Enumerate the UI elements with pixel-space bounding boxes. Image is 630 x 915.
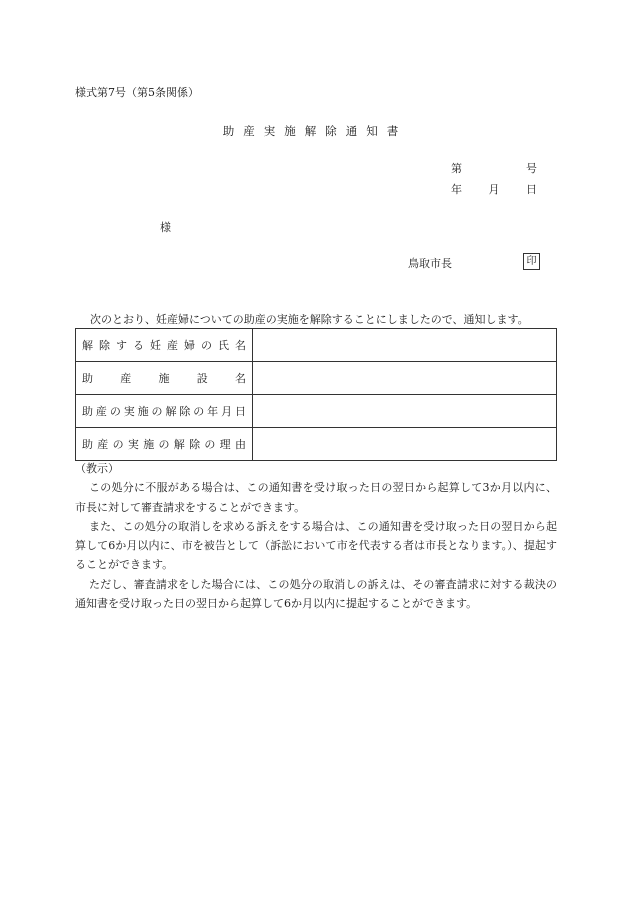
label-char: の [109,405,121,418]
date-month: 月 [488,183,500,196]
label-char: 名 [235,372,246,385]
row-label-cell [76,329,253,362]
table-row [76,329,557,362]
label-char: 氏 [218,339,229,352]
label-char: 除 [179,405,191,418]
row-label [82,370,246,386]
label-char: 解 [82,339,93,352]
row-value-cell[interactable] [253,395,557,428]
table-row [76,395,557,428]
instructions-paragraph: ただし、審査請求をした場合には、この処分の取消しの訴えは、その審査請求に対する裁決の通知書を受け取った日の翌日から起算して6か月以内に提起することができます。 [75,577,557,611]
label-char: 除 [189,438,201,451]
instructions-paragraph: また、この処分の取消しを求める訴えをする場合は、この通知書を受け取った日の翌日から起算して6か月以内に、市を被告として（訴訟において市を代表する者は市長となります。）、提起することができます。 [75,519,557,572]
label-char: 産 [167,339,178,352]
label-char: 施 [137,405,149,418]
label-char: 日 [234,405,246,418]
row-label [82,403,246,419]
label-char: の [193,405,205,418]
label-char: 月 [221,405,233,418]
form-number: 様式第7号（第5条関係） [75,86,199,99]
row-value-cell[interactable] [253,362,557,395]
info-table [75,328,557,461]
label-char: 助 [82,372,93,385]
row-label-cell [76,362,253,395]
label-char: の [204,438,216,451]
issuer-name: 鳥取市長 [408,257,452,270]
label-char: の [201,339,212,352]
number-prefix: 第 [451,162,462,175]
row-value-cell[interactable] [253,329,557,362]
label-char: 実 [123,405,135,418]
label-char: の [112,438,124,451]
label-char: 婦 [184,339,195,352]
instructions-paragraph: この処分に不服がある場合は、この通知書を受け取った日の翌日から起算して3か月以内に、市長に対して審査請求をすることができます。 [75,481,557,514]
seal-stamp: 印 [523,253,540,270]
label-char: 助 [82,438,93,451]
label-char: 年 [207,405,219,418]
table-row [76,362,557,395]
date-line [451,181,537,197]
label-char: 解 [173,438,185,451]
row-label-cell [76,395,253,428]
row-value-cell[interactable] [253,428,557,461]
label-char: 名 [235,339,246,352]
label-char: 妊 [150,339,161,352]
label-char: の [158,438,170,451]
row-label [82,436,246,452]
label-char: 由 [234,438,246,451]
label-char: 除 [99,339,110,352]
label-char: 解 [165,405,177,418]
label-char: の [151,405,163,418]
label-char: 施 [158,372,170,385]
document-title: 助産実施解除通知書 [222,124,408,138]
label-char: 実 [127,438,139,451]
label-char: 産 [120,372,132,385]
addressee-suffix: 様 [160,221,171,234]
instructions-heading: （教示） [75,462,119,475]
date-day: 日 [526,183,537,196]
label-char: す [116,339,127,352]
row-label [82,337,246,353]
label-char: 理 [219,438,231,451]
label-char: る [133,339,144,352]
label-char: 設 [196,372,208,385]
label-char: 施 [143,438,155,451]
intro-text: 次のとおり、妊産婦についての助産の実施を解除することにしましたので、通知します。 [90,313,529,326]
instructions-section [75,459,557,613]
table-row [76,428,557,461]
row-label-cell [76,428,253,461]
label-char: 助 [82,405,93,418]
label-char: 産 [97,438,109,451]
document-number-line [451,160,537,176]
label-char: 産 [95,405,107,418]
number-suffix: 号 [526,162,537,175]
date-year: 年 [451,183,462,196]
